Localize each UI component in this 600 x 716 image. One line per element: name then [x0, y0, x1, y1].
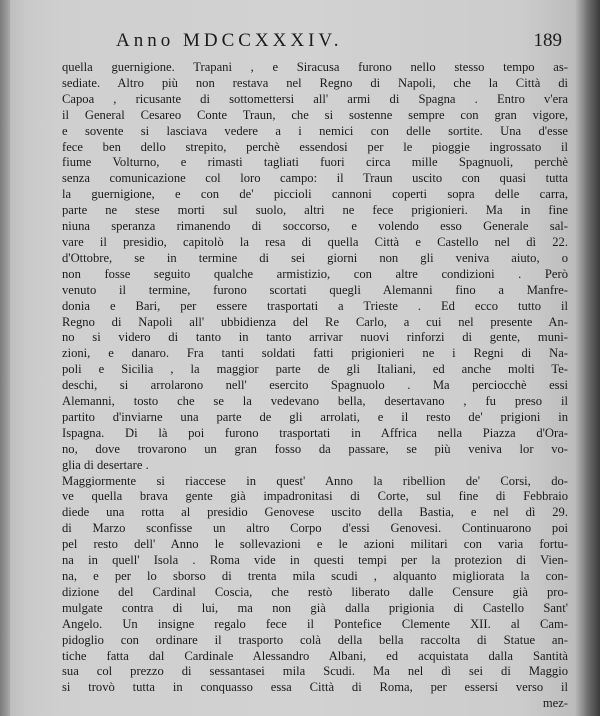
text-line: no, dove trovarono un gran fosso da passare, se più veniva lor vo-	[62, 441, 568, 456]
text-line: pidoglio con ordinare il trasporto colà della bella raccolta di Statue an-	[62, 632, 568, 647]
text-line: Alemanni, tosto che se la vedevano bella, desertavano , fu preso il	[62, 394, 568, 409]
text-line: non fosse seguito qualche armistizio, con altre condizioni . Però	[62, 266, 568, 281]
text-line: la guernigione, e con de' piccioli cannoni coperti sopra delle carra,	[62, 187, 568, 202]
text-line: Ispagna. Di là poi furono trasportati in Affrica nella Piazza d'Ora-	[62, 425, 568, 440]
text-line: e sovente si lasciava vedere a i nemici con delle sortite. Una d'esse	[62, 123, 568, 138]
text-line: donia e Bari, per essere trasportati a Trieste . Ed ecco tutto il	[62, 298, 568, 313]
text-line: d'Ottobre, se in termine di sei giorni non gli veniva aiuto, o	[62, 250, 568, 265]
text-line: niuna speranza rimanendo di soccorso, e volendo esso Generale sal-	[62, 219, 568, 234]
page-number: 189	[533, 30, 562, 51]
text-line: Angelo. Un insigne regalo fece il Pontefice Clemente XII. al Cam-	[62, 616, 568, 631]
paragraph-end-line: glia di desertare .	[62, 457, 149, 472]
running-head-title: Anno MDCCXXXIV.	[116, 30, 343, 51]
text-line: vare il presidio, capitolò la resa di quella Città e Castello nel dì 22.	[62, 234, 568, 249]
text-line: di Marzo sconfisse un altro Corpo d'essi Genovesi. Continuarono poi	[62, 521, 568, 536]
text-line: dizione del Cardinal Coscia, che restò liberato dalle Censure già pro-	[62, 584, 568, 599]
text-line: sediate. Altro più non restava nel Regno di Napoli, che la Città di	[62, 75, 568, 90]
text-line: senza comunicazione col loro campo: il Traun uscito con quasi tutta	[62, 171, 568, 186]
book-page	[44, 26, 576, 712]
text-line: Maggiormente si riaccese in quest' Anno la ribellion de' Corsi, do-	[62, 473, 568, 488]
text-line: diede una rotta al presidio Genovese uscito della Bastia, e nel dì 29.	[62, 505, 568, 520]
text-line: Capoa , ricusante di sottomettersi all' armi di Spagna . Entro v'era	[62, 91, 568, 106]
text-line: tiche fatta dal Cardinale Alessandro Albani, ed acquistata dalla Santità	[62, 648, 568, 663]
text-line: ve quella brava gente già impadronitasi di Corte, sul fine di Febbraio	[62, 489, 568, 504]
text-line: no si videro di tanto in tanto arrivar nuovi rinforzi di gente, muni-	[62, 330, 568, 345]
text-line: na in quell' Isola . Roma vide in questi tempi per la protezion di Vien-	[62, 553, 568, 568]
text-line: sua col prezzo di sessantasei mila Scudi. Ma nel dì sei di Maggio	[62, 664, 568, 679]
text-line: pel resto dell' Anno le sollevazioni e le azioni militari con varia fortu-	[62, 537, 568, 552]
text-line: poli e Sicilia , la maggior parte de gli Italiani, ed anche molti Te-	[62, 362, 568, 377]
text-line: si trovò tutta in conquasso essa Città di Roma, per essersi verso il	[62, 680, 568, 695]
text-line: parte ne stese morti sul suolo, altri ne fece prigionieri. Ma in fine	[62, 203, 568, 218]
text-line: mulgate contra di lui, ma non già dalla prigionia di Castello Sant'	[62, 600, 568, 615]
text-line: venuto il termine, furono scortati quegli Alemanni fino a Manfre-	[62, 282, 568, 297]
text-line: deschi, si arrolarono nell' esercito Spagnuolo . Ma perciocchè essi	[62, 378, 568, 393]
page-binding-edge	[0, 0, 10, 716]
text-line: na, e per lo sborso di trenta mila scudi , alquanto migliorata la con-	[62, 569, 568, 583]
catchword: mez-	[542, 696, 568, 711]
text-line: fece ben dello strepito, perchè essendosi per le pioggie ingrossato il	[62, 139, 568, 154]
text-line: zioni, e danaro. Fra tanti soldati fatti prigionieri ne i Regni di Na-	[62, 346, 568, 361]
text-line: il General Cesareo Conte Traun, che si sostenne sempre con gran vigore,	[62, 107, 568, 122]
body-text	[44, 60, 576, 712]
text-line: partito d'inviarne una parte de gli arrolati, e il resto de' prigioni in	[62, 409, 568, 424]
text-line: quella guernigione. Trapani , e Siracusa furono nello stesso tempo as-	[62, 60, 568, 74]
text-line: fiume Volturno, e rimasti tagliati fuori circa mille Spagnuoli, perchè	[62, 155, 568, 170]
running-head	[44, 26, 576, 60]
text-line: Regno di Napoli all' ubbidienza del Re Carlo, a cui nel presente An-	[62, 314, 568, 329]
